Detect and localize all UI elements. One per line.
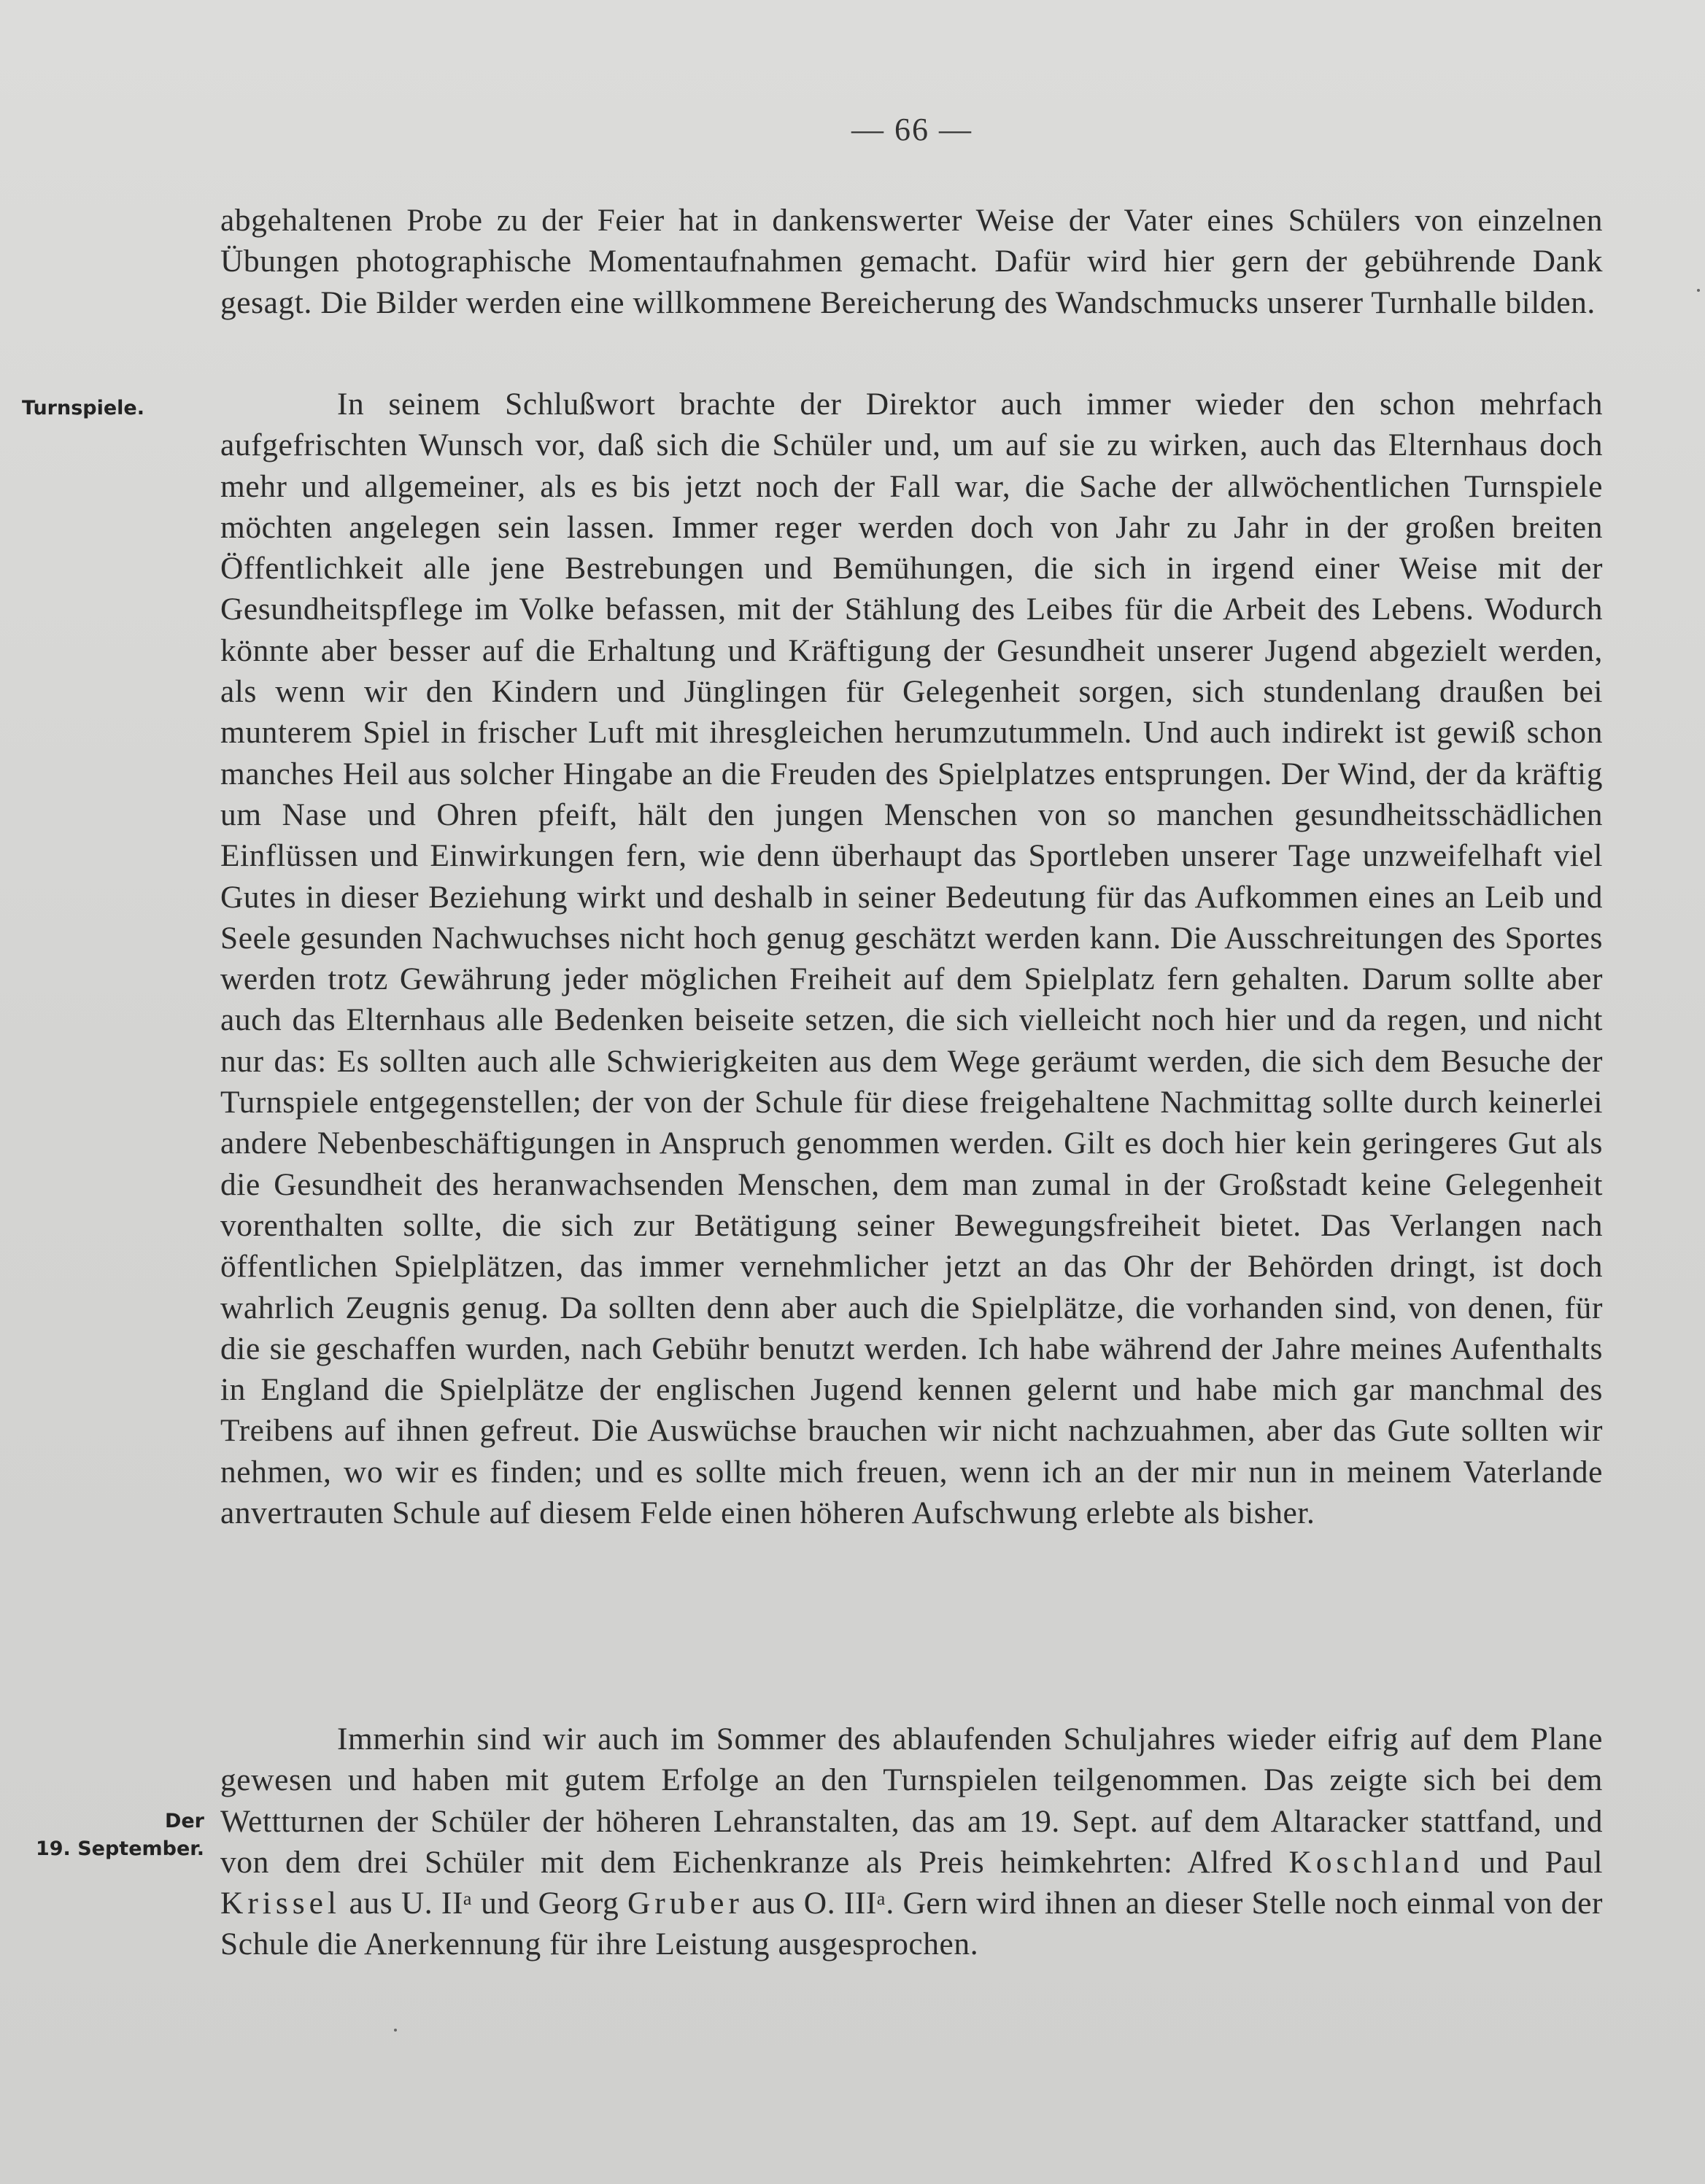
page-number: — 66 — <box>851 112 973 147</box>
student-name-krissel: Krissel <box>220 1886 341 1921</box>
paragraph-probe <box>220 200 1603 323</box>
margin-note-date: 19. September. <box>35 1838 204 1860</box>
connector-text: und Paul <box>1480 1844 1603 1880</box>
margin-note-september <box>22 1808 204 1863</box>
paragraph-wettturnen <box>220 1719 1603 1965</box>
class-text: aus U. IIᵃ und Georg <box>349 1886 619 1921</box>
paragraph-start: Immerhin sind wir auch im Sommer des ablaufenden Schuljahres wieder eifrig auf dem Plane gewesen und haben mit gutem Erfolge an den Turnspielen teilgenommen. Das zeigte sich bei dem Wettturnen der Schüler der höheren Lehranstalten, das am 19. Sept. auf dem Altaracker stattfand, und von dem drei Schüler mit dem Eichenkranze als Preis heimkehrten: Alfred <box>220 1722 1603 1880</box>
margin-note-turnspiele: Turnspiele. <box>22 397 144 419</box>
paragraph-text <box>220 1719 1603 1965</box>
paragraph-turnspiele <box>220 384 1603 1533</box>
student-name-koschland: Koschland <box>1288 1844 1464 1880</box>
student-name-gruber: Gruber <box>627 1886 743 1921</box>
paragraph-end: aus O. IIIᵃ. Gern wird ihnen an dieser Stelle noch einmal von der Schule die Anerkennung für ihre Leistung ausgesprochen. <box>220 1886 1604 1962</box>
paper-speck <box>1697 289 1700 292</box>
margin-note-der: Der <box>164 1810 204 1832</box>
paper-speck <box>394 2029 397 2032</box>
paragraph-text: abgehaltenen Probe zu der Feier hat in dankenswerter Weise der Vater eines Schülers von einzelnen Übungen photographische Momentaufnahmen gemacht. Dafür wird hier gern der gebührende Dank gesagt. Die Bilder werden eine willkommene Bereicherung des Wandschmucks unserer Turnhalle bilden. <box>220 203 1603 320</box>
paragraph-text: In seinem Schlußwort brachte der Direktor auch immer wieder den schon mehrfach aufgefrischten Wunsch vor, daß sich die Schüler und, um auf sie zu wirken, auch das Elternhaus doch mehr und allgemeiner, als es bis jetzt noch der Fall war, die Sache der allwöchentlichen Turnspiele möchten angelegen sein lassen. Immer reger werden doch von Jahr zu Jahr in der großen breiten Öffentlichkeit alle jene Bestrebungen und Bemühungen, die sich in irgend einer Weise mit der Gesundheitspflege im Volke befassen, mit der Stählung des Leibes für die Arbeit des Lebens. Wodurch könnte aber besser auf die Erhaltung und Kräftigung der Gesundheit unserer Jugend abgezielt werden, als wenn wir den Kindern und Jünglingen für Gelegenheit sorgen, sich stundenlang draußen bei munterem Spiel in frischer Luft mit ihresgleichen herumzutummeln. Und auch indirekt ist gewiß schon manches Heil aus solcher Hingabe an die Freuden des Spielplatzes entsprungen. Der Wind, der da kräftig um Nase und Ohren pfeift, hält den jungen Menschen von so manchen gesundheitsschädlichen Einflüssen und Einwirkungen fern, wie denn überhaupt das Sportleben unserer Tage unzweifelhaft viel Gutes in dieser Beziehung wirkt und deshalb in seiner Bedeutung für das Aufkommen eines an Leib und Seele gesunden Nachwuchses nicht hoch genug geschätzt werden kann. Die Ausschreitungen des Sportes werden trotz Gewährung jeder möglichen Freiheit auf dem Spielplatz fern gehalten. Darum sollte aber auch das Elternhaus alle Bedenken beiseite setzen, die sich vielleicht noch hier und da regen, und nicht nur das: Es sollten auch alle Schwierigkeiten aus dem Wege geräumt werden, die sich dem Besuche der Turnspiele entgegenstellen; der von der Schule für diese freigehaltene Nachmittag sollte durch keinerlei andere Nebenbeschäftigungen in Anspruch genommen werden. Gilt es doch hier kein geringeres Gut als die Gesundheit des heranwachsenden Menschen, dem man zumal in der Großstadt keine Gelegenheit vorenthalten sollte, die sich zur Betätigung seiner Bewegungsfreiheit bietet. Das Verlangen nach öffentlichen Spielplätzen, das immer vernehmlicher jetzt an das Ohr der Behörden dringt, ist doch wahrlich Zeugnis genug. Da sollten denn aber auch die Spielplätze, die vorhanden sind, von denen, für die sie geschaffen wurden, nach Gebühr benutzt werden. Ich habe während der Jahre meines Aufenthalts in England die Spielplätze der englischen Jugend kennen gelernt und habe mich gar manchmal des Treibens auf ihnen gefreut. Die Auswüchse brauchen wir nicht nachzuahmen, aber das Gute sollten wir nehmen, wo wir es finden; und es sollte mich freuen, wenn ich an der mir nun in meinem Vaterlande anvertrauten Schule auf diesem Felde einen höheren Aufschwung erlebte als bisher. <box>220 387 1603 1531</box>
